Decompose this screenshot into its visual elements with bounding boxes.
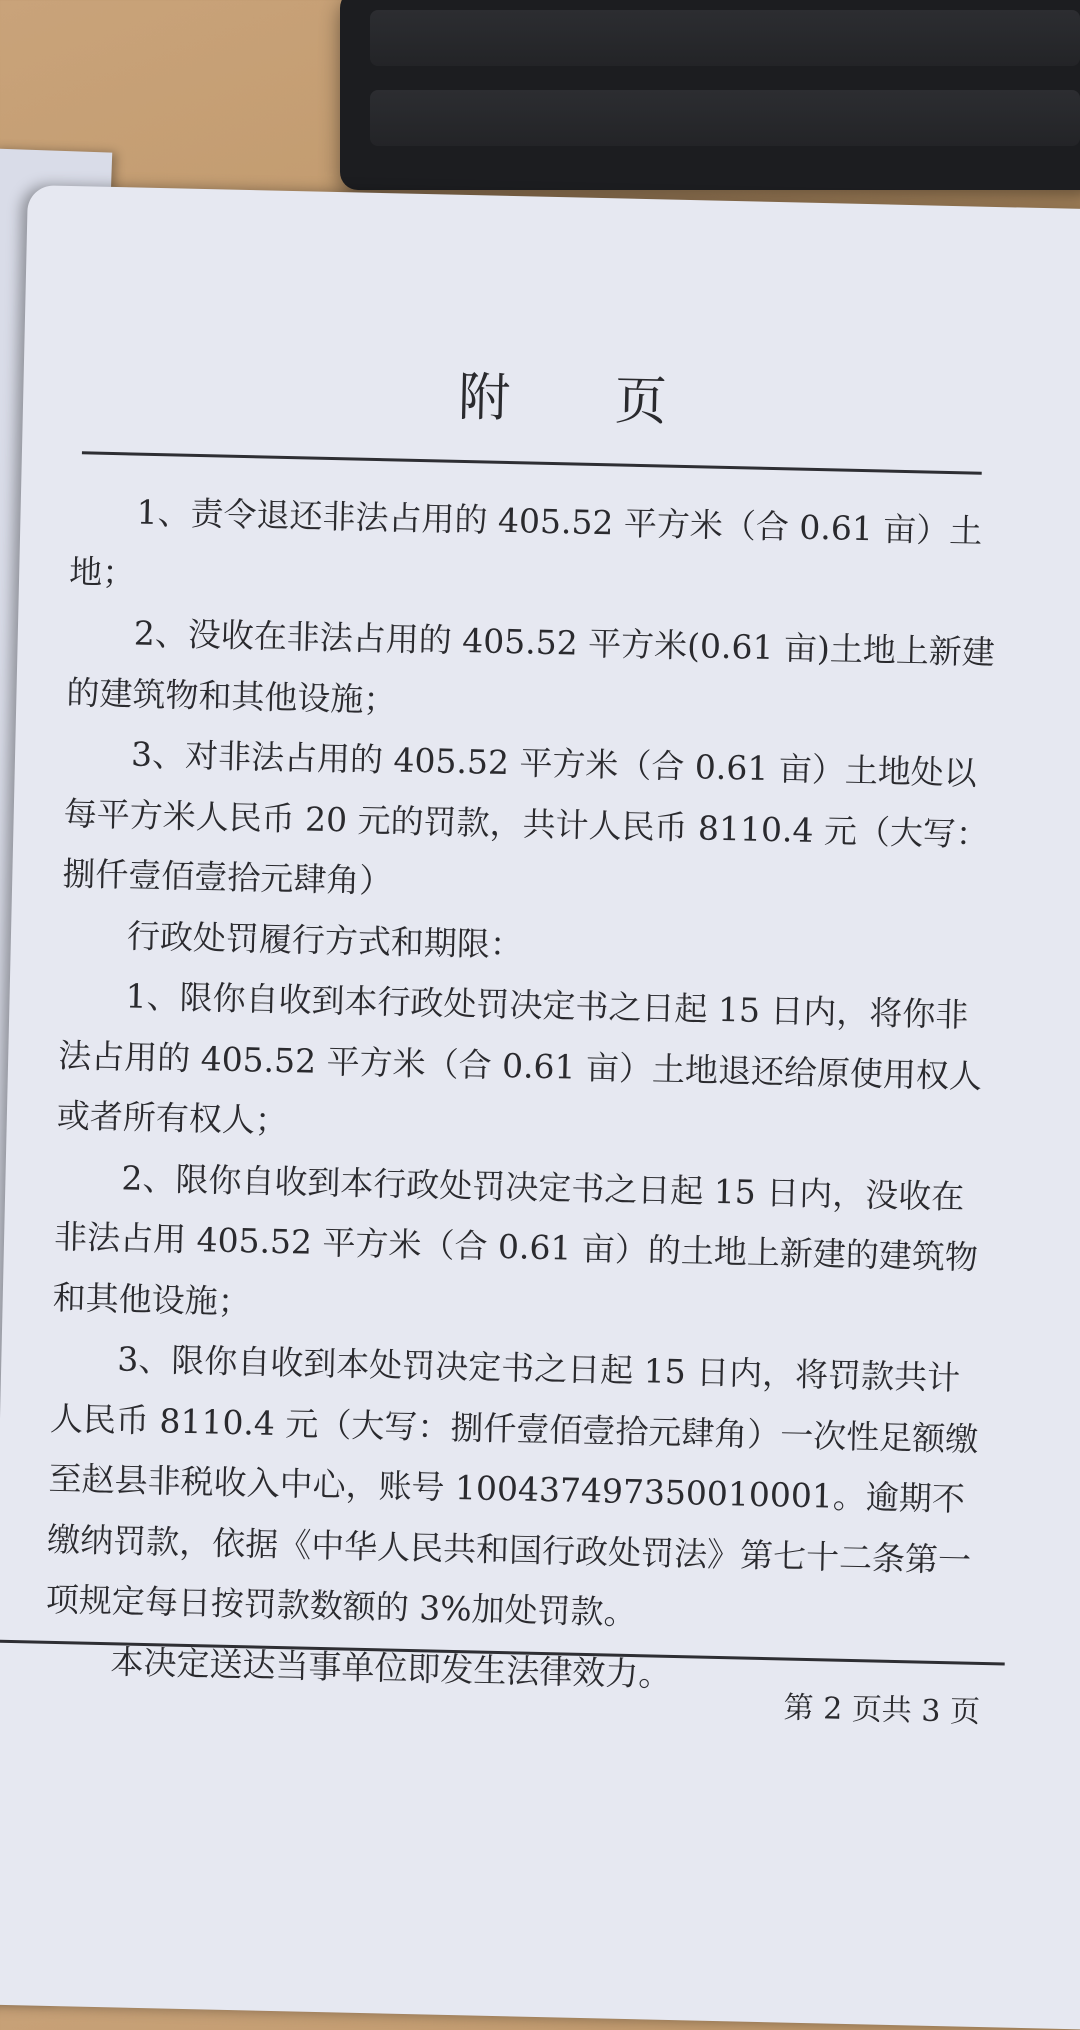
top-divider [82,451,982,474]
keyboard [340,0,1080,190]
page-title: 附 页 [457,367,712,434]
paragraph-4: 1、限你自收到本行政处罚决定书之日起 15 日内，将你非法占用的 405.52 平方米（合 0.61 亩）土地退还给原使用权人或者所有权人； [56,976,983,1141]
paragraph-7: 本决定送达当事单位即发生法律效力。 [110,1641,672,1694]
paragraph-3: 3、对非法占用的 405.52 平方米（合 0.61 亩）土地处以每平方米人民币 20 元的罚款，共计人民币 8110.4 元（大写：捌仟壹佰壹拾元肆角） [61,734,990,901]
keyboard-key-row [370,10,1080,66]
paragraph-2: 2、没收在非法占用的 405.52 平方米(0.61 亩)土地上新建的建筑物和其他设施； [66,613,996,719]
section-heading: 行政处罚履行方式和期限： [126,915,524,964]
keyboard-key-row [370,90,1080,146]
paragraph-1: 1、责令退还非法占用的 405.52 平方米（合 0.61 亩）土地； [68,492,983,593]
paragraph-5: 2、限你自收到本行政处罚决定书之日起 15 日内，没收在非法占用 405.52 平方米（合 0.61 亩）的土地上新建的建筑物和其他设施； [52,1157,979,1321]
page-number: 第 2 页共 3 页 [783,1690,981,1730]
document-body [44,481,1001,1712]
document-page [0,185,1080,2030]
paragraph-6: 3、限你自收到本处罚决定书之日起 15 日内，将罚款共计人民币 8110.4 元（大写：捌仟壹佰壹拾元肆角）一次性足额缴至赵县非税收入中心，账号 100437497350010001。逾期不缴纳罚款，依据《中华人民共和国行政处罚法》第七十二条第一项规定每日按罚款数额的 3%加处罚款。 [45,1339,979,1633]
